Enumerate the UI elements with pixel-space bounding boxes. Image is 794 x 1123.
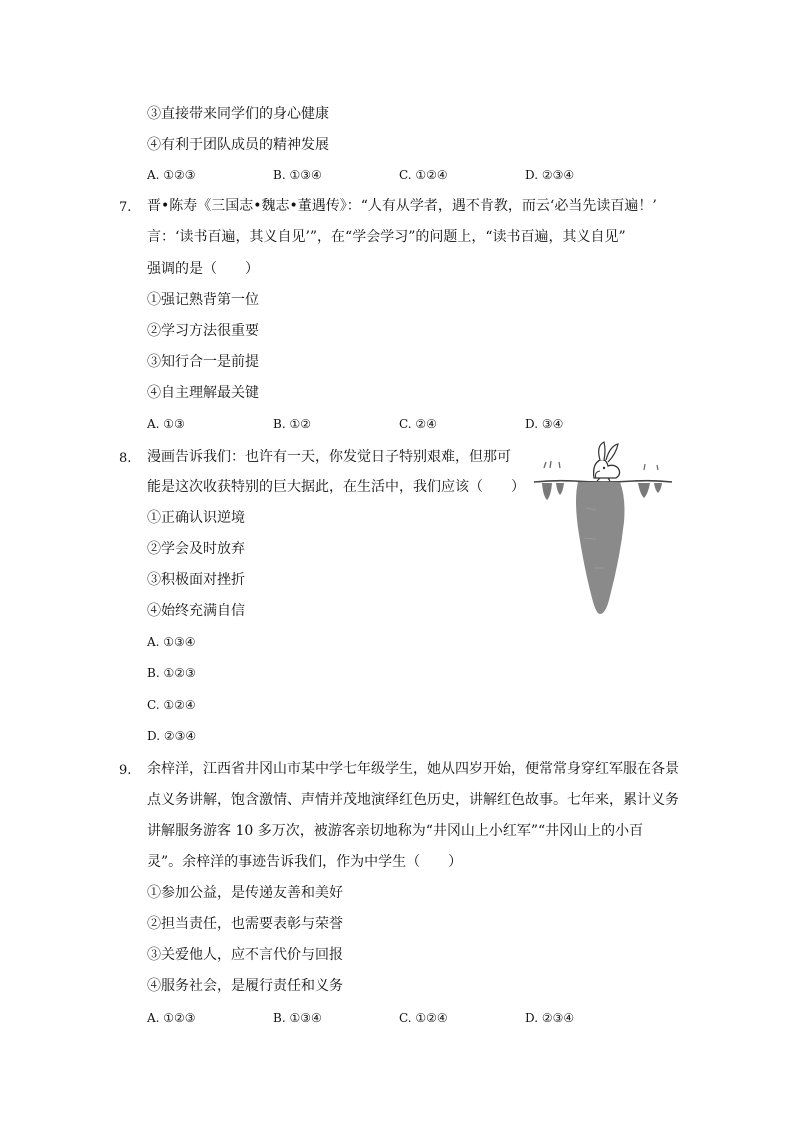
q9-stem-line-1: 余梓洋，江西省井冈山市某中学七年级学生，她从四岁开始，便常常身穿红军服在各景 — [147, 761, 679, 777]
q7-item-3: ③知行合一是前提 — [147, 354, 259, 370]
q8-choice-d[interactable]: D. ②③④ — [147, 729, 197, 743]
q7-item-2: ②学习方法很重要 — [147, 323, 259, 339]
q6-choice-c[interactable]: C. ①②④ — [399, 168, 448, 182]
q8-stem-line-2: 能是这次收获特别的巨大据此，在生活中，我们应该（ ） — [147, 479, 525, 495]
q9-stem-line-2: 点义务讲解，饱含激情、声情并茂地演绎红色历史，讲解红色故事。七年来，累计义务 — [147, 792, 679, 808]
q7-choice-d[interactable]: D. ③④ — [525, 417, 564, 431]
q7-choice-a[interactable]: A. ①③ — [147, 417, 185, 431]
q8-item-4: ④始终充满自信 — [147, 603, 245, 619]
q6-choice-b[interactable]: B. ①③④ — [273, 168, 322, 182]
q7-stem-line-2: 言：‘读书百遍，其义自见’”，在“学会学习”的问题上，“读书百遍，其义自见” — [147, 229, 626, 245]
q9-item-1: ①参加公益，是传递友善和美好 — [147, 885, 343, 901]
q9-number: 9. — [119, 763, 132, 778]
q6-choice-a[interactable]: A. ①②③ — [147, 168, 196, 182]
q9-stem-line-3: 讲解服务游客 10 多万次，被游客亲切地称为“井冈山上小红军”“井冈山上的小百 — [147, 823, 644, 839]
q7-stem-line-1: 晋•陈寿《三国志•魏志•董遇传》：“人有从学者，遇不肯教，而云‘必当先读百遍！’ — [147, 198, 657, 214]
q8-item-2: ②学会及时放弃 — [147, 541, 245, 557]
q7-number: 7. — [119, 200, 132, 215]
q8-number: 8. — [119, 451, 132, 466]
q8-choice-c[interactable]: C. ①②④ — [147, 698, 196, 712]
q8-choice-b[interactable]: B. ①②③ — [147, 666, 196, 680]
q7-item-1: ①强记熟背第一位 — [147, 292, 259, 308]
q6-choice-d[interactable]: D. ②③④ — [525, 168, 575, 182]
q7-item-4: ④自主理解最关键 — [147, 385, 259, 401]
q9-item-3: ③关爱他人，应不言代价与回报 — [147, 947, 343, 963]
q9-item-4: ④服务社会，是履行责任和义务 — [147, 978, 343, 994]
q7-choice-b[interactable]: B. ①② — [273, 417, 311, 431]
q9-item-2: ②担当责任，也需要表彰与荣誉 — [147, 916, 343, 932]
q7-choice-c[interactable]: C. ②④ — [399, 417, 437, 431]
q6-item-3: ③直接带来同学们的身心健康 — [147, 106, 329, 122]
q6-item-4: ④有利于团队成员的精神发展 — [147, 137, 329, 153]
q8-item-3: ③积极面对挫折 — [147, 572, 245, 588]
q8-choice-a[interactable]: A. ①③④ — [147, 635, 196, 649]
q7-stem-line-3: 强调的是（ ） — [147, 261, 259, 277]
q8-stem-line-1: 漫画告诉我们：也许有一天，你发觉日子特别艰难，但那可 — [147, 449, 511, 465]
q9-choice-d[interactable]: D. ②③④ — [525, 1011, 575, 1025]
q9-choice-b[interactable]: B. ①③④ — [273, 1011, 322, 1025]
q9-stem-line-4: 灵”。余梓洋的事迹告诉我们，作为中学生（ ） — [147, 854, 463, 870]
q9-choice-c[interactable]: C. ①②④ — [399, 1011, 448, 1025]
carrot-rabbit-cartoon-icon — [534, 438, 674, 620]
q8-item-1: ①正确认识逆境 — [147, 510, 245, 526]
q9-choice-a[interactable]: A. ①②③ — [147, 1011, 196, 1025]
